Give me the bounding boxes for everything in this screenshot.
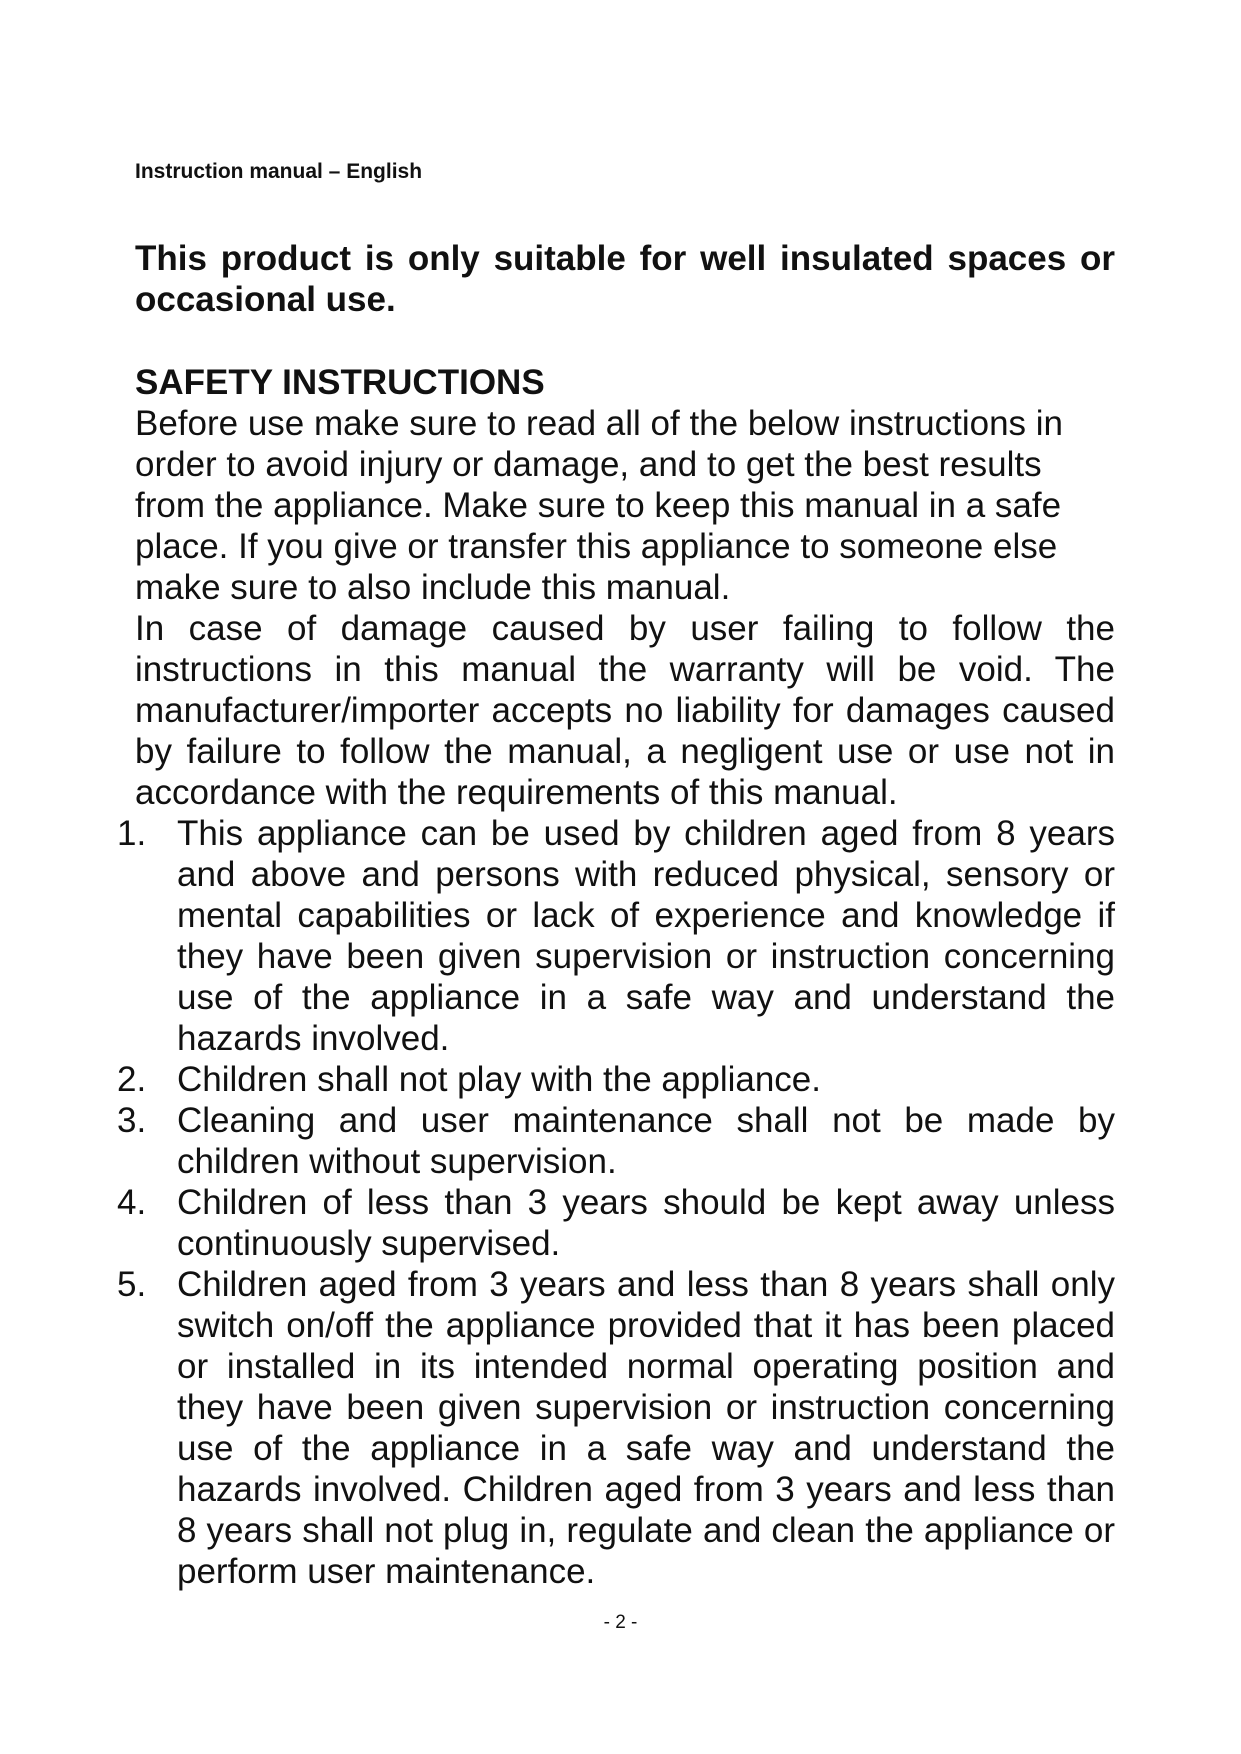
document-header: Instruction manual – English <box>135 160 423 183</box>
section-title: SAFETY INSTRUCTIONS <box>135 363 545 402</box>
list-item-text: Children aged from 3 years and less than 8 years shall only switch on/off the appliance provided that it has been placed or installed in its intended normal operating position and they have been given supervision or instruction concerning use of the appliance in a safe way and understand the hazards involved. Children aged from 3 years and less than 8 years shall not plug in, regulate and clean the appliance or perform user maintenance. <box>177 1265 1115 1591</box>
intro-paragraph: Before use make sure to read all of the below instructions in order to avoid injury or damage, and to get the best results from the appliance. Make sure to keep this manual in a safe place. If you give or transfer this appliance to someone else make sure to also include this manual. <box>135 404 1063 607</box>
list-item-text: Children shall not play with the appliance. <box>177 1060 821 1099</box>
list-item <box>117 1182 1115 1264</box>
list-item <box>117 1100 1115 1182</box>
list-item <box>117 813 1115 1059</box>
suitability-notice: This product is only suitable for well insulated spaces or occasional use. <box>135 239 1115 319</box>
safety-section <box>117 362 1115 1592</box>
safety-rules-list <box>117 813 1115 1592</box>
list-item-number: 5. <box>117 1265 147 1304</box>
list-item <box>117 1264 1115 1592</box>
list-item-number: 2. <box>117 1060 147 1099</box>
page-number: - 2 - <box>603 1612 638 1633</box>
list-item-number: 4. <box>117 1183 147 1222</box>
warranty-paragraph: In case of damage caused by user failing to follow the instructions in this manual the warranty will be void. The manufacturer/importer accepts no liability for damages caused by failure to follow the manual, a negligent use or use not in accordance with the requirements of this manual. <box>135 609 1115 812</box>
list-item-number: 1. <box>117 814 147 853</box>
list-item <box>117 1059 1115 1100</box>
list-item-text: This appliance can be used by children aged from 8 years and above and persons with reduced physical, sensory or mental capabilities or lack of experience and knowledge if they have been given supervision or instruction concerning use of the appliance in a safe way and understand the hazards involved. <box>177 814 1115 1058</box>
list-item-text: Cleaning and user maintenance shall not be made by children without supervision. <box>177 1101 1115 1181</box>
list-item-number: 3. <box>117 1101 147 1140</box>
list-item-text: Children of less than 3 years should be kept away unless continuously supervised. <box>177 1183 1115 1263</box>
